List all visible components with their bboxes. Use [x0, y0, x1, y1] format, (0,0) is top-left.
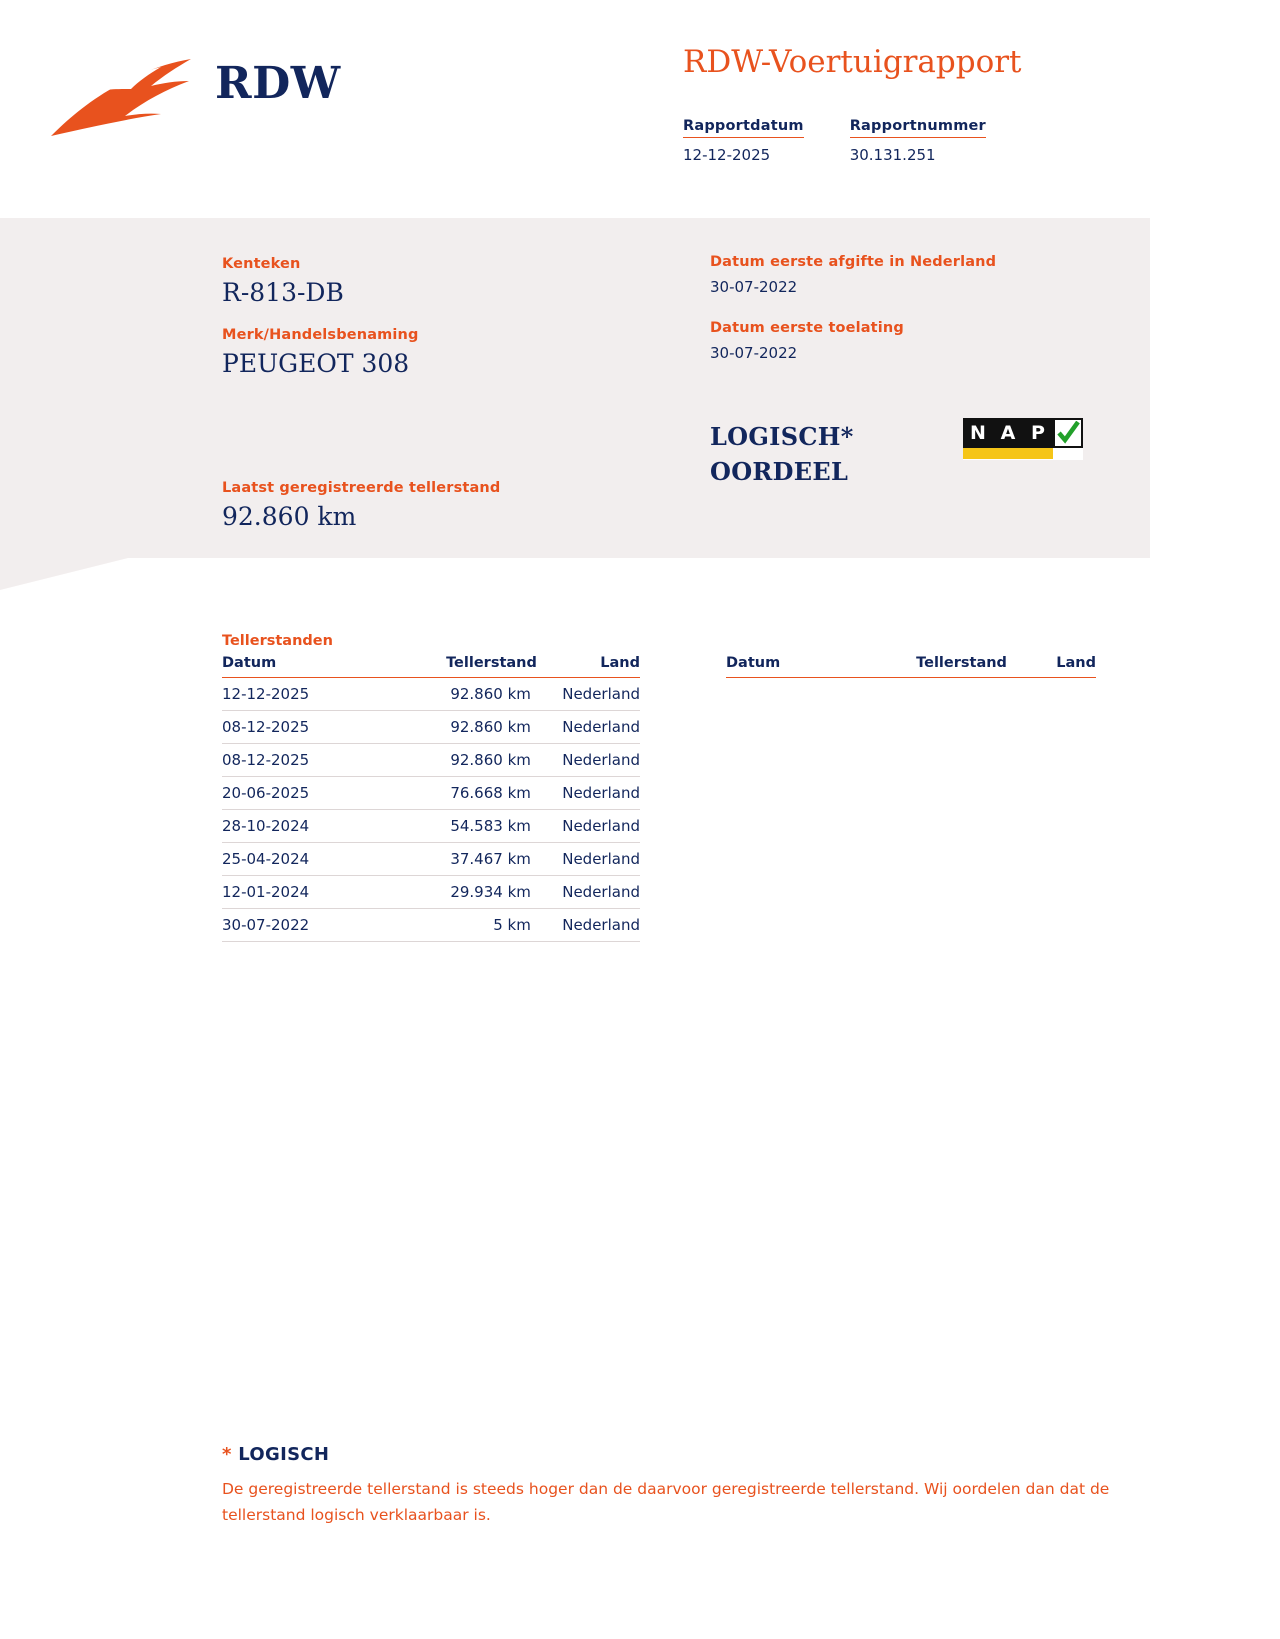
verdict-line-1: LOGISCH*	[710, 422, 854, 451]
meta-rapportnummer	[850, 118, 986, 164]
document-header	[0, 0, 1280, 218]
laatst-tellerstand-value: 92.860 km	[222, 502, 357, 531]
odometer-table-right	[726, 655, 1096, 678]
rdw-logo-text: RDW	[215, 58, 341, 109]
report-meta	[683, 118, 986, 164]
cell-datum: 30-07-2022	[222, 909, 391, 942]
kenteken-value: R-813-DB	[222, 278, 344, 307]
eerste-afgifte-value: 30-07-2022	[710, 278, 798, 296]
table-row	[222, 678, 640, 711]
verdict-line-2: OORDEEL	[710, 456, 849, 486]
col-tellerstand: Tellerstand	[871, 655, 1007, 678]
cell-land: Nederland	[537, 711, 640, 744]
meta-rapportdatum	[683, 118, 804, 164]
green-check-icon	[1053, 418, 1083, 448]
merk-value: PEUGEOT 308	[222, 349, 410, 378]
cell-tellerstand: 92.860 km	[391, 711, 537, 744]
cell-tellerstand: 76.668 km	[391, 777, 537, 810]
footnote-title	[222, 1444, 1152, 1465]
table-row	[222, 909, 640, 942]
cell-land: Nederland	[537, 777, 640, 810]
cell-datum: 12-01-2024	[222, 876, 391, 909]
rdw-logo	[45, 32, 345, 142]
table-row	[222, 843, 640, 876]
cell-tellerstand: 54.583 km	[391, 810, 537, 843]
cell-land: Nederland	[537, 810, 640, 843]
cell-land: Nederland	[537, 909, 640, 942]
nap-letter-p: P	[1023, 418, 1053, 448]
laatst-tellerstand-label: Laatst geregistreerde tellerstand	[222, 480, 501, 496]
last-odometer-block	[222, 480, 500, 551]
report-title: RDW-Voertuigrapport	[683, 44, 1022, 80]
verdict-text	[710, 420, 854, 490]
table-row	[222, 876, 640, 909]
cell-tellerstand: 5 km	[391, 909, 537, 942]
cell-datum: 08-12-2025	[222, 711, 391, 744]
table-header-row	[726, 655, 1096, 678]
eerste-toelating-label: Datum eerste toelating	[710, 320, 904, 336]
meta-rapportdatum-label: Rapportdatum	[683, 118, 804, 138]
cell-land: Nederland	[537, 843, 640, 876]
table-row	[222, 711, 640, 744]
vehicle-summary-panel	[0, 218, 1150, 558]
kenteken-label: Kenteken	[222, 256, 301, 272]
odometer-table-left	[222, 655, 640, 942]
cell-datum: 25-04-2024	[222, 843, 391, 876]
table-row	[222, 744, 640, 777]
col-datum: Datum	[726, 655, 871, 678]
table-row	[222, 777, 640, 810]
nap-logo	[963, 418, 1083, 460]
vehicle-identity-block	[222, 256, 419, 398]
col-datum: Datum	[222, 655, 391, 678]
cell-datum: 20-06-2025	[222, 777, 391, 810]
merk-label: Merk/Handelsbenaming	[222, 327, 419, 343]
cell-land: Nederland	[537, 744, 640, 777]
nap-yellow-bar	[963, 448, 1053, 459]
rdw-swoosh-icon	[45, 50, 200, 140]
cell-datum: 28-10-2024	[222, 810, 391, 843]
footnote	[222, 1444, 1152, 1529]
eerste-afgifte-label: Datum eerste afgifte in Nederland	[710, 254, 997, 270]
meta-rapportnummer-label: Rapportnummer	[850, 118, 986, 138]
cell-land: Nederland	[537, 678, 640, 711]
meta-rapportnummer-value: 30.131.251	[849, 146, 936, 164]
cell-land: Nederland	[537, 876, 640, 909]
meta-rapportdatum-value: 12-12-2025	[683, 146, 771, 164]
footnote-star: *	[222, 1444, 232, 1465]
footnote-text: De geregistreerde tellerstand is steeds hoger dan de daarvoor geregistreerde tellerstand. Wij oordelen dan dat de tellerstand logisch verklaarbaar is.	[222, 1480, 1110, 1525]
cell-tellerstand: 92.860 km	[391, 744, 537, 777]
cell-datum: 12-12-2025	[222, 678, 391, 711]
table-row	[222, 810, 640, 843]
col-tellerstand: Tellerstand	[391, 655, 537, 678]
eerste-toelating-value: 30-07-2022	[710, 344, 798, 362]
col-land: Land	[1007, 655, 1096, 678]
cell-tellerstand: 92.860 km	[391, 678, 537, 711]
nap-letter-a: A	[993, 418, 1023, 448]
cell-tellerstand: 29.934 km	[391, 876, 537, 909]
cell-tellerstand: 37.467 km	[391, 843, 537, 876]
col-land: Land	[537, 655, 640, 678]
panel-corner-notch	[0, 558, 128, 590]
cell-datum: 08-12-2025	[222, 744, 391, 777]
nap-letter-n: N	[963, 418, 993, 448]
table-header-row	[222, 655, 640, 678]
vehicle-dates-block	[710, 254, 996, 386]
tellerstanden-title: Tellerstanden	[222, 633, 333, 649]
footnote-title-text: LOGISCH	[238, 1444, 330, 1465]
